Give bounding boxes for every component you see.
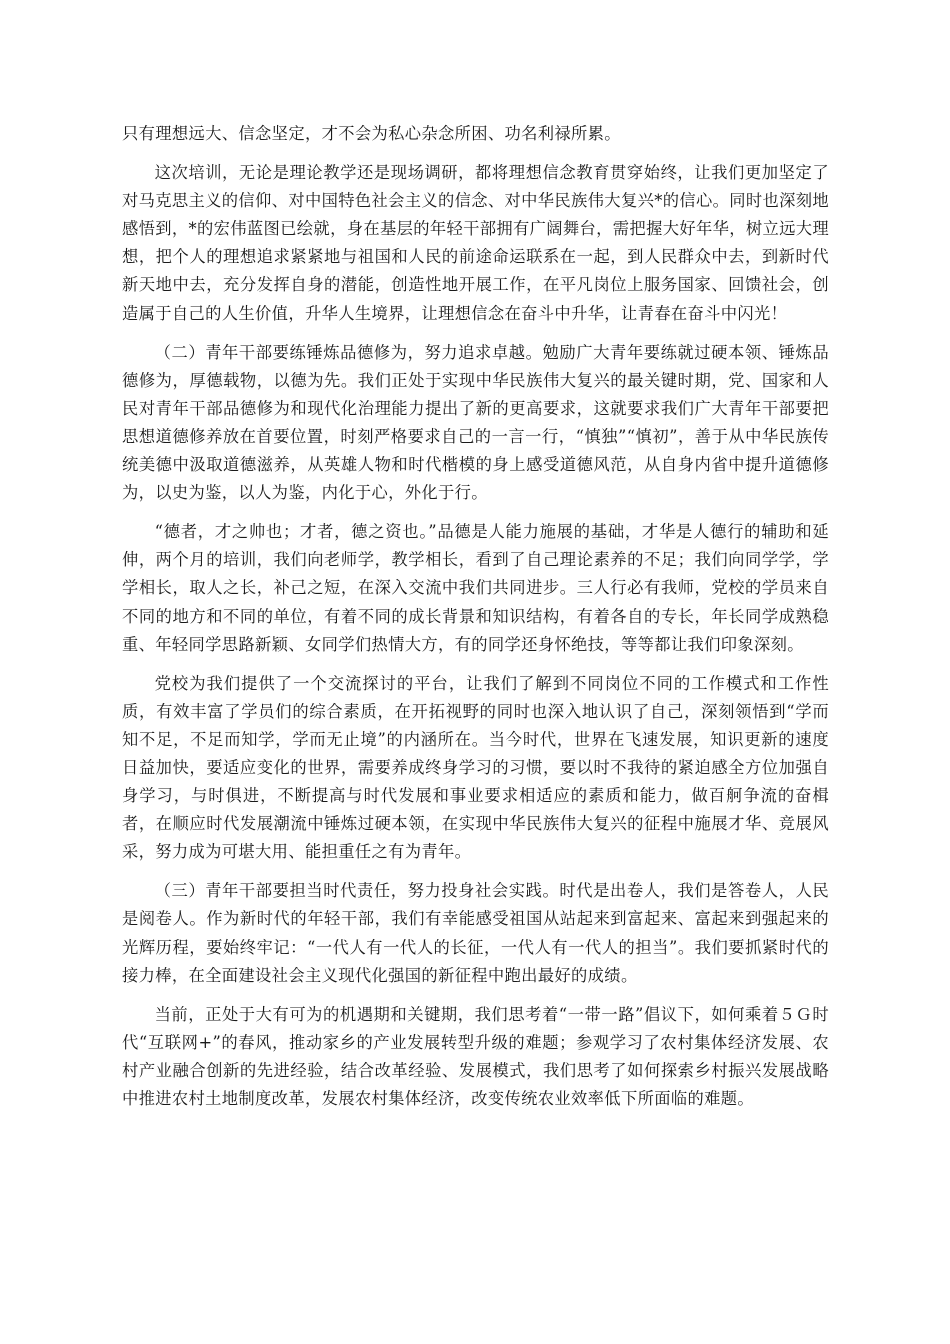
paragraph-6: （三）青年干部要担当时代责任，努力投身社会实践。时代是出卷人，我们是答卷人，人民是阅卷人。作为新时代的年轻干部，我们有幸能感受祖国从站起来到富起来、富起来到强起来的光辉历程，要始终牢记：“一代人有一代人的长征，一代人有一代人的担当”。我们要抓紧时代的接力棒，在全面建设社会主义现代化强国的新征程中跑出最好的成绩。 bbox=[122, 881, 829, 985]
paragraph-3: （二）青年干部要练锤炼品德修为，努力追求卓越。勉励广大青年要练就过硬本领、锤炼品德修为，厚德载物，以德为先。我们正处于实现中华民族伟大复兴的最关键时期，党、国家和人民对青年干部品德修为和现代化治理能力提出了新的更高要求，这就要求我们广大青年干部要把思想道德修养放在首要位置，时刻严格要求自己的一言一行，“慎独”“慎初”，善于从中华民族传统美德中汲取道德滋养，从英雄人物和时代楷模的身上感受道德风范，从自身内省中提升道德修为，以史为鉴，以人为鉴，内化于心，外化于行。 bbox=[122, 342, 829, 503]
paragraph-7: 当前，正处于大有可为的机遇期和关键期，我们思考着“一带一路”倡议下，如何乘着５Ｇ时代“互联网+”的春风，推动家乡的产业发展转型升级的难题；参观学习了农村集体经济发展、农村产业融合创新的先进经验，结合改革经验、发展模式，我们思考了如何探索乡村振兴发展战略中推进农村土地制度改革，发展农村集体经济，改变传统农业效率低下所面临的难题。 bbox=[122, 1004, 829, 1108]
paragraph-5: 党校为我们提供了一个交流探讨的平台，让我们了解到不同岗位不同的工作模式和工作性质，有效丰富了学员们的综合素质，在开拓视野的同时也深入地认识了自己，深刻领悟到“学而知不足，不足而知学，学而无止境”的内涵所在。当今时代，世界在飞速发展，知识更新的速度日益加快，要适应变化的世界，需要养成终身学习的习惯，要以时不我待的紧迫感全方位加强自身学习，与时俱进，不断提高与时代发展和事业要求相适应的素质和能力，做百舸争流的奋楫者，在顺应时代发展潮流中锤炼过硬本领，在实现中华民族伟大复兴的征程中施展才华、竞展风采，努力成为可堪大用、能担重任之有为青年。 bbox=[122, 673, 829, 862]
paragraph-2: 这次培训，无论是理论教学还是现场调研，都将理想信念教育贯穿始终，让我们更加坚定了对马克思主义的信仰、对中国特色社会主义的信念、对中华民族伟大复兴*的信心。同时也深刻地感悟到，*的宏伟蓝图已绘就，身在基层的年轻干部拥有广阔舞台，需把握大好年华，树立远大理想，把个人的理想追求紧紧地与祖国和人民的前途命运联系在一起，到人民群众中去，到新时代新天地中去，充分发挥自身的潜能，创造性地开展工作，在平凡岗位上服务国家、回馈社会，创造属于自己的人生价值，升华人生境界，让理想信念在奋斗中升华，让青春在奋斗中闪光！ bbox=[122, 163, 830, 323]
document-body bbox=[122, 120, 829, 1124]
paragraph-4: “德者，才之帅也；才者，德之资也。”品德是人能力施展的基础，才华是人德行的辅助和延伸，两个月的培训，我们向老师学，教学相长，看到了自己理论素养的不足；我们向同学学，学学相长，取人之长，补己之短，在深入交流中我们共同进步。三人行必有我师，党校的学员来自不同的地方和不同的单位，有着不同的成长背景和知识结构，有着各自的专长，年长同学成熟稳重、年轻同学思路新颖、女同学们热情大方，有的同学还身怀绝技，等等都让我们印象深刻。 bbox=[122, 522, 829, 654]
paragraph-1: 只有理想远大、信念坚定，才不会为私心杂念所困、功名利禄所累。 bbox=[122, 124, 621, 143]
